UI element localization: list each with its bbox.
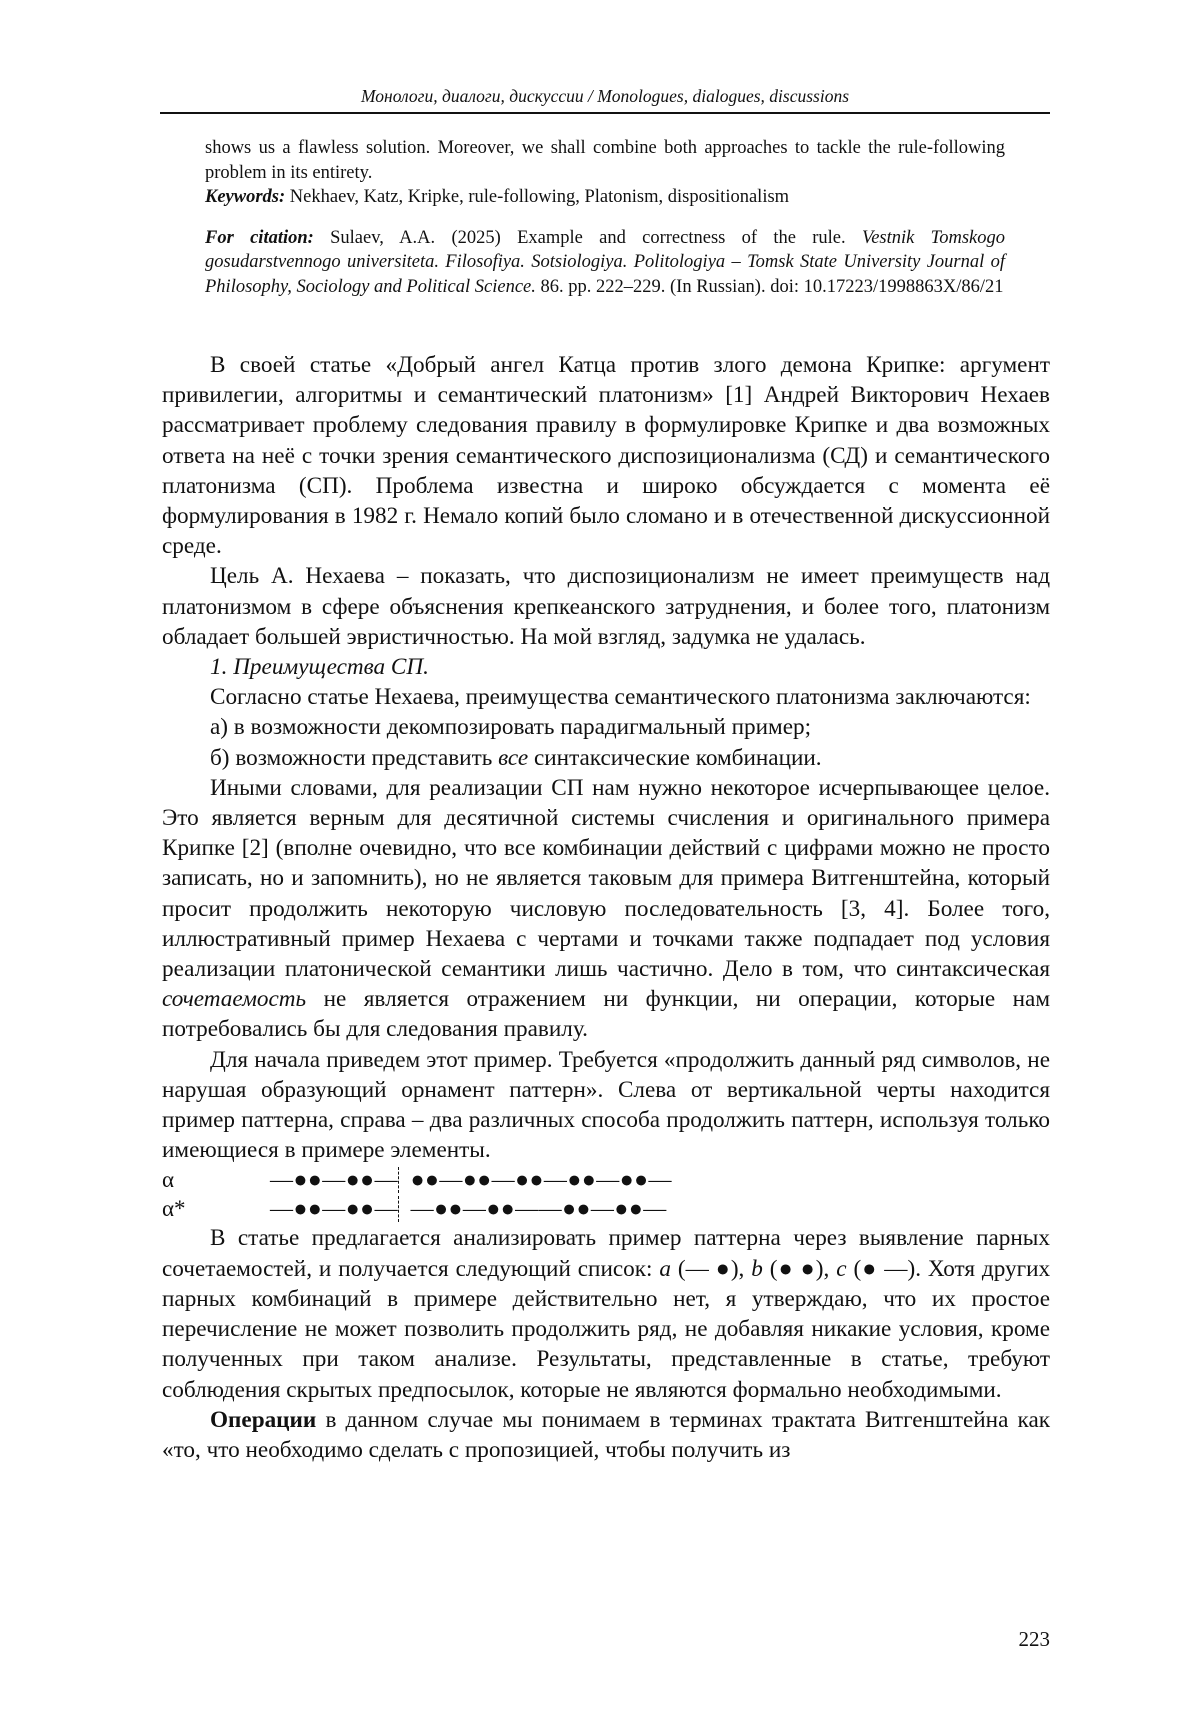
keywords — [205, 185, 1005, 210]
pattern-alpha — [162, 1165, 1050, 1194]
citation-label: For citation: — [205, 227, 314, 248]
article-body — [162, 350, 1050, 1465]
emphasis-combinability: сочетаемость — [162, 986, 307, 1013]
list-item-a: а) в возможности декомпозировать парадигмальный пример; — [210, 714, 812, 741]
paragraph-5: Для начала приведем этот пример. Требуется «продолжить данный ряд символов, не нарушая образующий орнамент паттерн». Слева от вертикальной черты находится пример паттерна, справа – два различных способа продолжить паттерн, используя только имеющиеся в примере элементы. — [162, 1046, 1050, 1164]
paragraph-6: В статье предлагается анализировать пример паттерна через выявление парных сочетаемостей, и получается следующий список: a (— ●), b (● ●), c (● —). Хотя других парных комбинаций в примере действительно нет, я утверждаю, что их простое перечисление не может позволить продолжить ряд, не добавляя никакие условия, кроме полученных при таком анализе. Результаты, представленные в статье, требуют соблюдения скрытых предпосылок, которые не являются формально необходимыми. — [162, 1225, 1051, 1403]
citation — [205, 226, 1005, 300]
pattern-alpha-star-sequence: —●●—●●— —●●—●●——●●—●●— — [270, 1196, 667, 1222]
keywords-label: Keywords: — [205, 187, 286, 207]
abstract-end: shows us a flawless solution. Moreover, we shall combine both approaches to tackle the rule-following problem in its entirety. — [205, 138, 1005, 183]
header-rule — [160, 112, 1050, 114]
running-title: Монологи, диалоги, дискуссии / Monologues, dialogues, discussions — [360, 86, 850, 106]
pattern-divider — [398, 1167, 399, 1193]
page-number: 223 — [1018, 1627, 1050, 1651]
paragraph-2: Цель А. Нехаева – показать, что диспозиционализм не имеет преимуществ над платонизмом в сфере объяснения крепкеанского затруднения, и более того, платонизм обладает большей эвристичностью. На мой взгляд, задумка не удалась. — [162, 563, 1050, 650]
section-heading: 1. Преимущества СП. — [210, 654, 429, 681]
pattern-alpha-label: α — [162, 1167, 175, 1193]
abstract-block — [205, 136, 1005, 299]
paragraph-3: Согласно статье Нехаева, преимущества семантического платонизма заключаются: — [210, 684, 1031, 711]
paragraph-4: Иными словами, для реализации СП нам нужно некоторое исчерпывающее целое. Это является верным для десятичной системы счисления и оригинального примера Крипке [2] (вполне очевидно, что все комбинации действий с цифрами можно не просто записать, но и запомнить), но не является таковым для примера Витгенштейна, который просит продолжить некоторую числовую последовательность [3, 4]. Более того, иллюстративный пример Нехаева с чертами и точками также подпадает под условия реализации платонической семантики лишь частично. Дело в том, что синтаксическая сочетаемость не является отражением ни функции, ни операции, которые нам потребовались бы для следования правилу. — [162, 774, 1050, 1043]
pattern-alpha-star — [162, 1194, 1050, 1223]
emphasis-all: все — [498, 744, 529, 771]
citation-details: 86. pp. 222–229. (In Russian). doi: 10.17223/1998863X/86/21 — [540, 276, 1004, 297]
paragraph-1: В своей статье «Добрый ангел Катца против злого демона Крипке: аргумент привилегии, алгоритмы и семантический платонизм» [1] Андрей Викторович Нехаев рассматривает проблему следования правилу в формулировке Крипке и два возможных ответа на неё с точки зрения семантического диспозиционализма (СД) и семантического платонизма (СП). Проблема известна и широко обсуждается с момента её формулирования в 1982 г. Немало копий было сломано и в отечественной дискуссионной среде. — [162, 352, 1050, 560]
pattern-divider — [398, 1196, 399, 1222]
pattern-alpha-star-label: α* — [162, 1196, 186, 1222]
citation-journal: Vestnik Tomskogo gosudarstvennogo universiteta. Filosofiya. Sotsiologiya. Politologiya – Tomsk State University Journal of Philosophy, Sociology and Political Science. — [205, 227, 1006, 297]
paragraph-7: Операции в данном случае мы понимаем в терминах трактата Витгенштейна как «то, что необходимо сделать с пропозицией, чтобы получить из — [162, 1406, 1050, 1463]
pattern-alpha-sequence: —●●—●●— ●●—●●—●●—●●—●●— — [270, 1167, 672, 1193]
list-item-b: б) возможности представить все синтаксические комбинации. — [210, 744, 822, 771]
keywords-list: Nekhaev, Katz, Kripke, rule-following, Platonism, dispositionalism — [289, 187, 790, 207]
citation-authors: Sulaev, A.A. (2025) Example and correctness of the rule. — [330, 227, 846, 248]
term-operations: Операции — [210, 1406, 317, 1433]
